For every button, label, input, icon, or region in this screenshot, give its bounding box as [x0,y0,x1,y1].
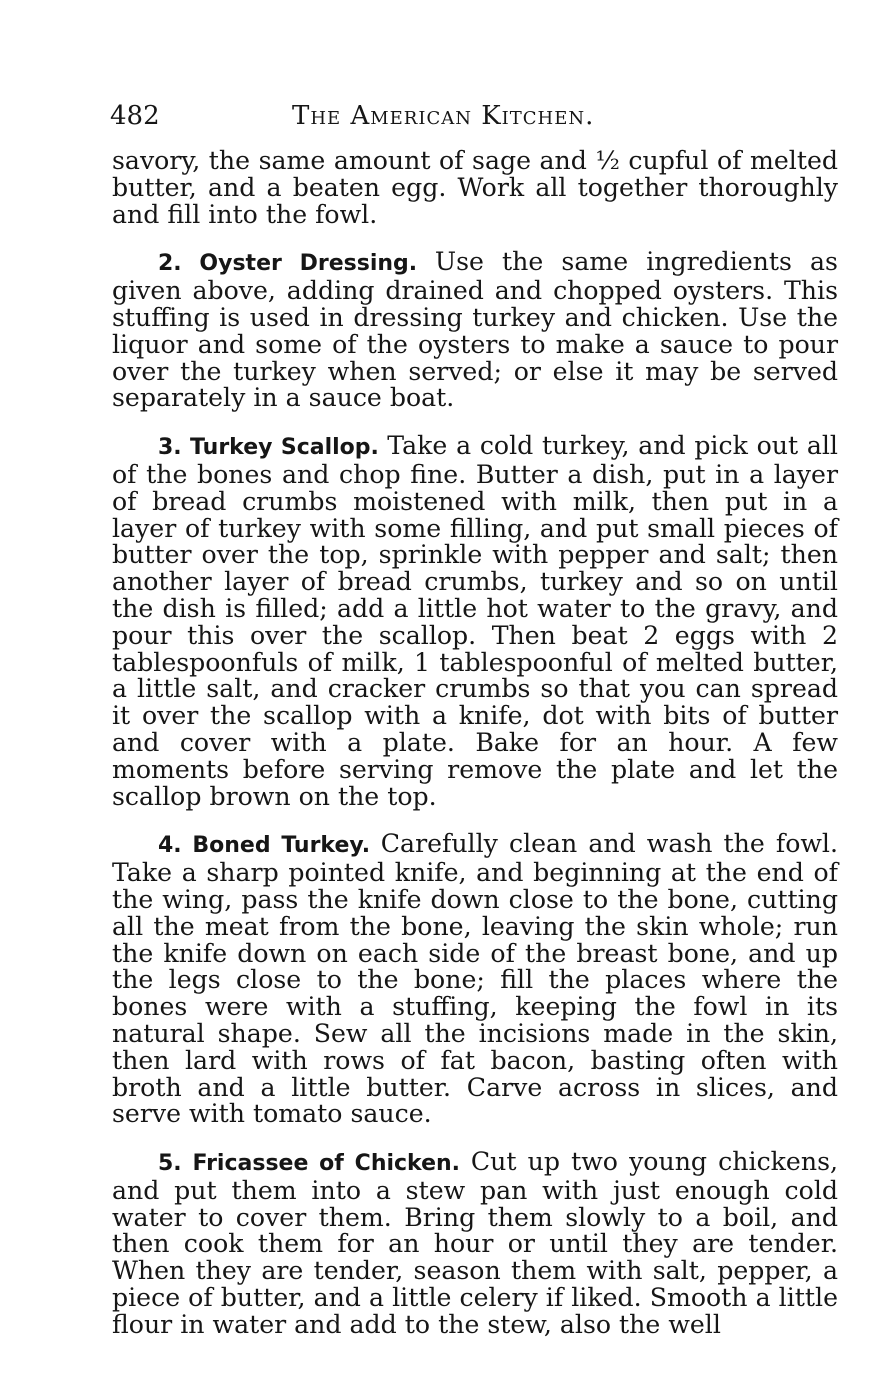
recipe-oyster-dressing [112,249,838,412]
recipe-heading: 5. Fricassee of Chicken. [158,1151,471,1177]
recipe-heading: 4. Boned Turkey. [158,833,381,859]
recipe-text: Use the same ingredients as given above, adding drained and chopped oysters. This stuffing is used in dressing turkey and chicken. Use the liquor and some of the oysters to make a sauce to pour over the turkey when served; or else it may be served separately in a sauce boat. [112,247,838,413]
recipe-text: Take a cold turkey, and pick out all of the bones and chop fine. Butter a dish, put in a layer of bread crumbs moistened with milk, then put in a layer of turkey with some filling, and put small pieces of butter over the top, sprinkle with pepper and salt; then another layer of bread crumbs, turkey and so on until the dish is filled; add a little hot water to the gravy, and pour this over the scallop. Then beat 2 eggs with 2 tablespoonfuls of milk, 1 tablespoonful of melted butter, a little salt, and cracker crumbs so that you can spread it over the scallop with a knife, dot with bits of butter and cover with a plate. Bake for an hour. A few moments before serving remove the plate and let the scallop brown on the top. [112,431,838,811]
running-title: The American Kitchen. [292,101,595,131]
paragraph-text: savory, the same amount of sage and ½ cupful of melted butter, and a beaten egg. Work all together thoroughly and fill into the fowl. [112,146,838,229]
recipe-text: Cut up two young chickens, and put them into a stew pan with just enough cold water to cover them. Bring them slowly to a boil, and then cook them for an hour or until they are tender. When they are tender, season them with salt, pepper, a piece of butter, and a little celery if liked. Smooth a little flour in water and add to the stew, also the well [112,1147,838,1339]
paragraph-continuation [112,148,838,228]
page-number: 482 [110,101,160,131]
recipe-heading: 3. Turkey Scallop. [158,435,388,461]
recipe-fricassee-of-chicken [112,1149,838,1339]
recipe-turkey-scallop [112,433,838,810]
recipe-boned-turkey [112,831,838,1128]
body-text [112,148,838,1339]
recipe-text: Carefully clean and wash the fowl. Take a sharp pointed knife, and beginning at the end of the wing, pass the knife down close to the bone, cutting all the meat from the bone, leaving the skin whole; run the knife down on each side of the breast bone, and up the legs close to the bone; fill the places where the bones were with a stuffing, keeping the fowl in its natural shape. Sew all the incisions made in the skin, then lard with rows of fat bacon, basting often with broth and a little butter. Carve across in slices, and serve with tomato sauce. [112,829,838,1129]
running-head [110,96,836,136]
recipe-heading: 2. Oyster Dressing. [158,251,435,277]
